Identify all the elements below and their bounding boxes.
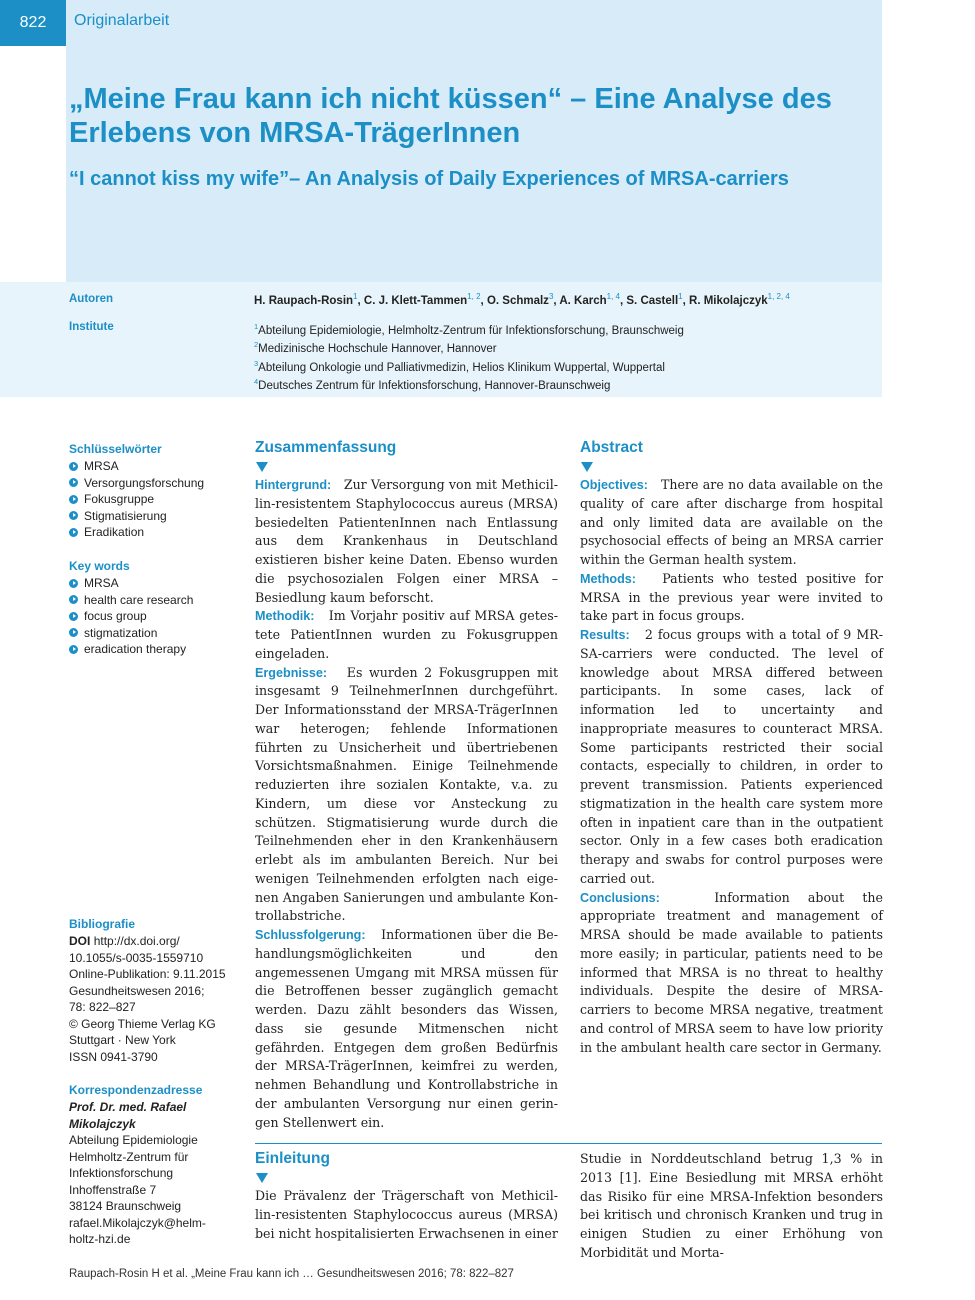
section-divider — [255, 1143, 882, 1144]
zusammenfassung-heading: Zusammenfassung — [255, 439, 397, 456]
affiliation-mark: 1, 2 — [467, 292, 481, 301]
correspondence-line: Helmholtz-Zentrum für — [69, 1149, 189, 1164]
institute-text: Medizinische Hochschule Hannover, Hannover — [258, 343, 497, 356]
keyword-text: Eradikation — [84, 525, 145, 539]
author-name: A. Karch — [559, 294, 607, 307]
bullet-icon — [69, 511, 78, 520]
institute-list — [254, 320, 874, 393]
lead-conclusions: Conclusions: — [580, 890, 660, 905]
author-name: H. Raupach-Rosin — [254, 294, 354, 307]
institute-number: 3 — [254, 358, 259, 368]
bibliography-line — [69, 1049, 239, 1066]
correspondence-line: 38124 Braunschweig — [69, 1199, 182, 1213]
bullet-icon — [69, 528, 78, 537]
bullet-icon — [69, 595, 78, 604]
bibliography-title: Bibliografie — [69, 917, 136, 931]
bibliography-text: ISSN 0941-3790 — [69, 1049, 158, 1064]
lead-hintergrund: Hintergrund: — [255, 478, 332, 492]
email-link[interactable]: holtz-hzi.de — [69, 1232, 131, 1246]
keyword-text: Fokusgruppe — [84, 492, 155, 506]
keyword-item — [69, 575, 193, 592]
institute-line — [254, 357, 874, 375]
abstract-text — [580, 476, 883, 1057]
affiliation-mark: 1 — [678, 292, 683, 301]
bibliography-text: 78: 822–827 — [69, 1000, 136, 1014]
title-english: “I cannot kiss my wife”– An Analysis of Daily Experiences of MRSA-carriers — [69, 168, 789, 190]
bibliography-line — [69, 999, 239, 1016]
keyword-text: Stigmatisierung — [84, 508, 167, 523]
bibliography-block — [69, 933, 239, 1065]
keyword-text: health care research — [84, 592, 194, 607]
author-name: O. Schmalz — [486, 294, 549, 307]
bullet-icon — [69, 462, 78, 471]
bullet-icon — [69, 645, 78, 654]
bullet-icon — [69, 628, 78, 637]
bibliography-text: Online-Publikation: 9.11.2015 — [69, 967, 226, 981]
doi-link[interactable]: http://dx.doi.org/ — [93, 934, 180, 948]
section-label: Originalarbeit — [74, 12, 170, 29]
keyword-item — [69, 475, 204, 492]
text-results: 2 focus groups with a total of 9 MRSA-carriers were conducted. The level of knowledge about MRSA differed between participants. In some cases, lack of information led to uncertainty and inappropriate measures to counteract MRSA. Some participants restricted their social contacts, especially to children, in order to prevent transmission. Patients experienced stigmatization in the health care system more often in inpatient care than in the outpatient sector. Only in a few cases both eradication therapy and swabs for control purposes were carried out. — [580, 627, 883, 886]
institute-number: 1 — [254, 322, 259, 331]
correspondence-line: Abteilung Epidemiologie — [69, 1133, 198, 1147]
keyword-text: focus group — [84, 609, 147, 623]
page-number: 822 — [0, 0, 66, 46]
bibliography-text: Gesundheitswesen 2016; — [69, 983, 205, 998]
affiliation-mark: 1, 2, 4 — [767, 292, 790, 301]
text-methods: Patients who tested positive for MRSA in the previous year were invited to take part in focus groups. — [580, 570, 883, 624]
email-link[interactable]: rafael.Mikolajczyk@helm- — [69, 1215, 206, 1230]
correspondence-block — [69, 1099, 239, 1248]
keyword-text: eradication therapy — [84, 642, 187, 656]
bibliography-line — [69, 966, 239, 983]
keyword-item — [69, 458, 204, 475]
bibliography-line — [69, 983, 239, 1000]
keyword-item — [69, 508, 204, 525]
keyword-item — [69, 491, 204, 508]
abstract-heading: Abstract — [580, 439, 643, 456]
institute-line — [254, 320, 874, 338]
bullet-icon — [69, 495, 78, 504]
keyword-text: stigmatization — [84, 625, 158, 640]
author-name: C. J. Klett-Tammen — [363, 294, 468, 307]
affiliation-mark: 1, 4 — [606, 292, 620, 301]
bibliography-line — [69, 1016, 239, 1033]
text-schlussfolgerung: Informationen über die Behandlungsmöglichkeiten und den angemessenen Umgang mit MRSA müssen für die Betroffenen besser zugänglich gemacht werden. Dazu zählt besonders das Wissen, dass sie gesunde Mitmenschen nicht gefährden. Entgegen dem großen Bedürfnis der MRSA-TrägerInnen, keimfrei zu werden, nehmen Behandlung und Kontrollabstriche in der ambulanten Versorgung nur einen geringen Stellenwert ein. — [255, 927, 558, 1130]
lead-objectives: Objectives: — [580, 478, 648, 492]
arrow-down-icon — [581, 462, 593, 472]
keyword-text: MRSA — [84, 459, 119, 473]
title-german: „Meine Frau kann ich nicht küssen“ – Eine Analyse des Erlebens von MRSA-TrägerInnen — [69, 83, 832, 149]
keywords-en-list — [69, 575, 193, 658]
bullet-icon — [69, 579, 78, 588]
author-name: S. Castell — [626, 294, 679, 307]
keyword-item — [69, 608, 193, 625]
text-methodik: Im Vorjahr positiv auf MRSA getestete PatientInnen wurden zu Fokusgruppen eingeladen. — [255, 608, 558, 661]
institute-text: Deutsches Zentrum für Infektionsforschung, Hannover-Braunschweig — [258, 379, 611, 392]
affiliation-mark: 3 — [548, 292, 554, 301]
bibliography-text: Stuttgart · New York — [69, 1033, 176, 1047]
keywords-de-title: Schlüsselwörter — [69, 442, 162, 456]
institute-text: Abteilung Onkologie und Palliativmedizin, Helios Klinikum Wuppertal, Wuppertal — [258, 361, 665, 374]
text-hintergrund: Zur Versorgung von mit Methicillin-resistentem Staphylococcus aureus (MRSA) besiedelten PatientenInnen nach Entlassung aus dem Krankenhaus in Deutschland existieren bisher keine Daten. Ebenso wurden die psychosozialen Folgen einer MRSA – Besiedlung kaum beforscht. — [255, 477, 558, 605]
footer-citation: Raupach-Rosin H et al. „Meine Frau kann ich … Gesundheitswesen 2016; 78: 822–827 — [69, 1268, 514, 1280]
doi-label: DOI — [69, 934, 91, 948]
bullet-icon — [69, 612, 78, 621]
text-conclusions: Information about the appropriate treatment and management of MRSA should be made available to patients more easily; in particular, patients need to be informed that MRSA is no threat to healthy individuals. Despite the desire of MRSA-carriers to become MRSA negative, treatment and control of MRSA seem to have low priority in the ambulant health care sector in Germany. — [580, 889, 883, 1055]
bullet-icon — [69, 478, 78, 487]
correspondence-name: Prof. Dr. med. Rafael — [69, 1100, 187, 1114]
keywords-en-title: Key words — [69, 559, 130, 573]
institute-number: 4 — [254, 376, 259, 386]
keyword-item — [69, 592, 193, 609]
einleitung-text-col1: Die Prävalenz der Trägerschaft von Methicillin-resistenten Staphylococcus aureus (MRSA) bei nicht hospitalisierten Erwachsenen in einer — [255, 1188, 558, 1241]
lead-methods: Methods: — [580, 571, 636, 586]
author-list: H. Raupach-Rosin$^1$, C. J. Klett-Tammen$^{1, 2}$, O. Schmalz$^3$, A. Karch$^{1, 4}$, S. Castell$^1$, R. Mikolajczyk$^{1, 2, 4}$ — [254, 292, 790, 307]
institute-number: 2 — [254, 340, 259, 350]
einleitung-heading: Einleitung — [255, 1150, 330, 1167]
institute-line — [254, 375, 874, 393]
author-name: R. Mikolajczyk — [689, 294, 768, 307]
einleitung-text-col2: Studie in Norddeutschland betrug 1,3 % in 2013 [1]. Eine Besiedlung mit MRSA erhöht das Risiko für eine MRSA-Infektion besonders bei kritisch und chronisch Kranken und trug in einigen Studien zu einer Erhöhung von Morbidität und Morta- — [580, 1151, 883, 1260]
lead-schlussfolgerung: Schlussfolgerung: — [255, 928, 366, 942]
arrow-down-icon — [256, 462, 268, 472]
institutes-label: Institute — [69, 321, 114, 333]
keyword-text: Versorgungsforschung — [84, 475, 205, 490]
text-objectives: There are no data available on the quality of care after discharge from hospital and only limited data are available on the psychosocial effects of being an MRSA carrier within the German health system. — [580, 477, 883, 567]
bibliography-text: 10.1055/s-0035-1559710 — [69, 950, 204, 965]
lead-ergebnisse: Ergebnisse: — [255, 665, 328, 680]
affiliation-mark: 1 — [353, 292, 358, 301]
keyword-item — [69, 524, 204, 541]
lead-methodik: Methodik: — [255, 609, 315, 624]
text-ergebnisse: Es wurden 2 Fokusgruppen mit insgesamt 9 TeilnehmerInnen durchgeführt. Der Informationsstand der MRSA-TrägerInnen war heterogen; fehlende Informationen führten zu Unsicherheit und übertriebenen Vorsichtsmaßnahmen. Einige Teilnehmende reduzierten ihre sozialen Kontakte, v.a. zu Kindern, um diese vor Ansteckung zu schützen. Stigmatisierung wurde durch die Teilnehmenden eher in den Krankenhäusern erlebt als im ambulanten Bereich. Nur bei wenigen Teilnehmenden erfolgten nach eigenen Angaben Sanierungen und ambulante Kontrollabstriche. — [255, 664, 559, 924]
keywords-de-list — [69, 458, 204, 541]
keyword-item — [69, 625, 193, 642]
keyword-item — [69, 641, 193, 658]
correspondence-title: Korrespondenzadresse — [69, 1083, 203, 1097]
authors-label: Autoren — [69, 293, 114, 305]
arrow-down-icon — [256, 1173, 268, 1183]
lead-results: Results: — [580, 628, 630, 642]
zusammenfassung-text — [255, 476, 558, 1132]
correspondence-name: Mikolajczyk — [69, 1116, 136, 1131]
correspondence-line: Inhoffenstraße 7 — [69, 1182, 157, 1197]
institute-line — [254, 338, 874, 356]
keyword-text: MRSA — [84, 576, 119, 590]
bibliography-line — [69, 1032, 239, 1049]
bibliography-line — [69, 933, 239, 950]
bibliography-text: © Georg Thieme Verlag KG — [69, 1016, 216, 1031]
institute-text: Abteilung Epidemiologie, Helmholtz-Zentrum für Infektionsforschung, Braunschweig — [258, 324, 684, 337]
correspondence-line: Infektionsforschung — [69, 1166, 174, 1180]
bibliography-line — [69, 950, 239, 967]
